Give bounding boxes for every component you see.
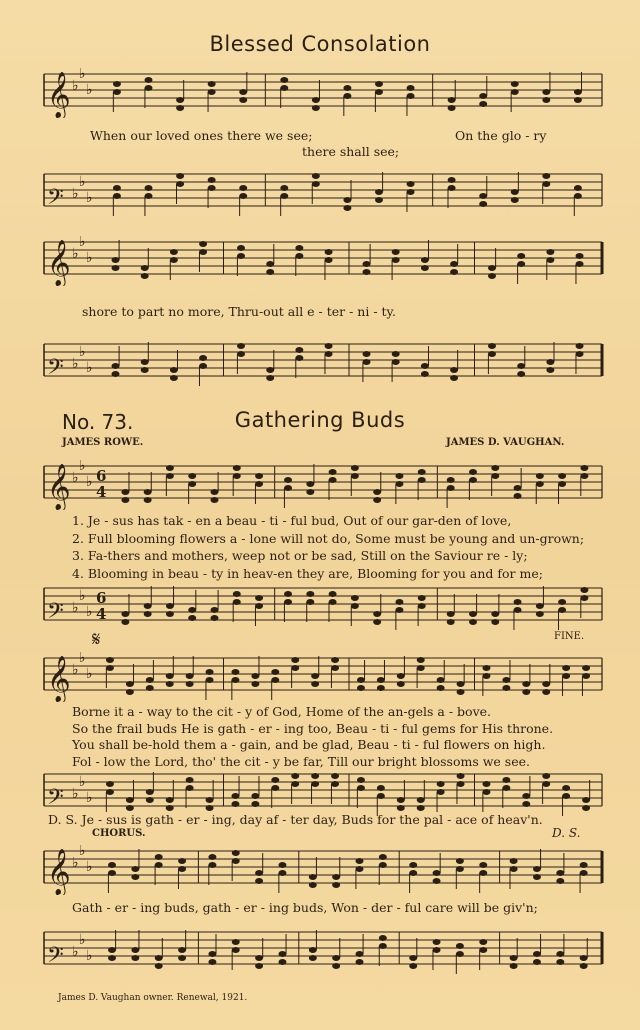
note: [251, 776, 259, 807]
flat-icon: ♭: [79, 460, 86, 474]
flat-icon: ♭: [86, 948, 93, 964]
note: [517, 346, 525, 377]
note: [562, 665, 570, 696]
note: [278, 862, 286, 893]
svg-text:4: 4: [96, 605, 107, 623]
note: [325, 343, 333, 374]
note: [580, 465, 588, 496]
note: [491, 594, 499, 625]
verse3-line-a: 3. Fa-thers and mothers, weep not or be sad, Still on the Saviour re - ly;: [72, 548, 528, 563]
note: [407, 85, 415, 116]
note: [447, 594, 455, 625]
hymn1-system1-bass: [42, 168, 604, 218]
flat-icon: ♭: [72, 78, 79, 94]
hymn2-number: No. 73.: [62, 410, 134, 434]
hymn2-chorus-treble: [42, 845, 604, 895]
note: [533, 934, 541, 965]
hymn1-lyric-2: shore to part no more, Thru-out all e - ter - ni - ty.: [82, 304, 396, 319]
note: [329, 469, 337, 500]
note: [255, 473, 263, 504]
treble-clef-icon: 𝄞: [47, 849, 71, 895]
note: [502, 777, 510, 808]
note: [576, 253, 584, 284]
note: [536, 473, 544, 504]
note: [131, 849, 139, 880]
note: [407, 181, 415, 212]
note: [284, 477, 292, 508]
note: [186, 656, 194, 687]
chorus-lyric: Gath - er - ing buds, gath - er - ing buds, Won - der - ful care will be giv'n;: [72, 900, 538, 915]
ds-label: D. S.: [552, 826, 581, 840]
note: [491, 465, 499, 496]
flat-icon: ♭: [72, 786, 79, 802]
flat-icon: ♭: [86, 360, 93, 376]
note: [144, 472, 152, 503]
ds-lyric-line: D. S. Je - sus is gath - er - ing, day af - ter day, Buds for the pal - ace of heav'n.: [48, 812, 543, 827]
hymn1-system1-treble: [42, 68, 604, 118]
note: [106, 781, 114, 812]
note: [312, 173, 320, 204]
note: [479, 76, 487, 107]
note: [418, 595, 426, 626]
note: [208, 934, 216, 965]
flat-icon: ♭: [86, 250, 93, 266]
svg-text:6: 6: [96, 589, 107, 607]
note: [580, 587, 588, 618]
note: [108, 930, 116, 961]
flat-icon: ♭: [86, 604, 93, 620]
note: [311, 656, 319, 687]
note: [255, 938, 263, 969]
flat-icon: ♭: [72, 600, 79, 616]
note: [176, 173, 184, 204]
note: [397, 780, 405, 811]
note: [437, 660, 445, 691]
hymn1-lyric-1a: When our loved ones there we see;: [90, 128, 313, 143]
note: [332, 857, 340, 888]
flat-icon: ♭: [79, 932, 86, 948]
note: [309, 857, 317, 888]
flat-icon: ♭: [86, 82, 93, 98]
segno-sign: 𝄋: [92, 627, 101, 651]
note: [562, 785, 570, 816]
hymn1-lyric-1c: On the glo - ry: [455, 128, 547, 143]
note: [131, 930, 139, 961]
note: [357, 660, 365, 691]
note: [295, 245, 303, 276]
flat-icon: ♭: [79, 174, 86, 190]
note: [343, 180, 351, 211]
flat-icon: ♭: [86, 859, 93, 875]
note: [574, 72, 582, 103]
note: [580, 938, 588, 969]
note: [409, 938, 417, 969]
note: [166, 656, 174, 687]
note: [469, 469, 477, 500]
note: [186, 777, 194, 808]
hymn1-lyric-1b: there shall see;: [302, 144, 400, 159]
copyright-notice: James D. Vaughan owner. Renewal, 1921.: [58, 993, 248, 1003]
note: [417, 780, 425, 811]
note: [392, 351, 400, 382]
note: [356, 934, 364, 965]
flat-icon: ♭: [79, 344, 86, 360]
note: [437, 781, 445, 812]
note: [121, 594, 129, 625]
note: [456, 943, 464, 974]
note: [251, 656, 259, 687]
note: [377, 660, 385, 691]
note: [208, 177, 216, 208]
note: [450, 350, 458, 381]
flat-icon: ♭: [79, 774, 86, 790]
note: [448, 177, 456, 208]
note: [178, 858, 186, 889]
note: [542, 773, 550, 804]
note: [113, 81, 121, 112]
note: [556, 853, 564, 884]
flat-icon: ♭: [72, 246, 79, 262]
hymn1-system2-treble: [42, 236, 604, 286]
note: [231, 669, 239, 700]
hymn2-verses-b: [72, 704, 553, 770]
hymn2-chorus-bass: [42, 926, 604, 976]
note: [232, 850, 240, 881]
note: [166, 780, 174, 811]
treble-clef-icon: 𝄞: [47, 240, 71, 286]
note: [517, 253, 525, 284]
note: [145, 77, 153, 108]
note: [479, 862, 487, 893]
note: [479, 176, 487, 207]
note: [271, 777, 279, 808]
verse1-line-b: Borne it a - way to the cit - y of God, Home of the an-gels a - bove.: [72, 704, 492, 719]
note: [145, 185, 153, 216]
note: [255, 853, 263, 884]
fine-marker: FINE.: [554, 631, 585, 642]
hymn2-lyricist: JAMES ROWE.: [62, 437, 144, 448]
verse2-line-a: 2. Full blooming flowers a - lone will not do, Some must be young and un-grown;: [72, 530, 585, 546]
note: [206, 669, 214, 700]
note: [144, 586, 152, 617]
note: [392, 249, 400, 280]
note: [280, 185, 288, 216]
note: [522, 776, 530, 807]
note: [576, 343, 584, 374]
note: [199, 241, 207, 272]
chorus-label: CHORUS.: [92, 828, 146, 839]
note: [166, 586, 174, 617]
note: [126, 664, 134, 695]
note: [271, 669, 279, 700]
note: [113, 185, 121, 216]
hymn2-system1-treble: [42, 460, 604, 510]
note: [447, 477, 455, 508]
treble-clef-icon: 𝄞: [47, 656, 71, 702]
flat-icon: ♭: [86, 666, 93, 682]
note: [456, 858, 464, 889]
note: [106, 657, 114, 688]
note: [356, 858, 364, 889]
note: [375, 81, 383, 112]
note: [556, 934, 564, 965]
note: [208, 81, 216, 112]
note: [511, 81, 519, 112]
note: [329, 591, 337, 622]
note: [295, 347, 303, 378]
note: [208, 854, 216, 885]
verse4-line-b: Fol - low the Lord, tho' the cit - y be far, Till our bright blossoms we see.: [72, 753, 530, 769]
note: [343, 85, 351, 116]
note: [199, 355, 207, 386]
note: [108, 862, 116, 893]
note: [488, 343, 496, 374]
note: [280, 77, 288, 108]
verse1-line-a: 1. Je - sus has tak - en a beau - ti - ful bud, Out of our gar-den of love,: [72, 513, 512, 528]
note: [306, 464, 314, 495]
note: [482, 665, 490, 696]
note: [121, 472, 129, 503]
note: [291, 657, 299, 688]
note: [126, 780, 134, 811]
note: [469, 594, 477, 625]
note: [542, 72, 550, 103]
note: [331, 657, 339, 688]
note: [291, 773, 299, 804]
note: [522, 664, 530, 695]
note: [141, 248, 149, 279]
flat-icon: ♭: [86, 790, 93, 806]
bass-clef-icon: 𝄢: [47, 599, 64, 629]
note: [379, 854, 387, 885]
note: [351, 465, 359, 496]
note: [363, 351, 371, 382]
treble-clef-icon: 𝄞: [47, 464, 71, 510]
note: [206, 780, 214, 811]
note: [479, 939, 487, 970]
note: [311, 773, 319, 804]
note: [450, 244, 458, 275]
note: [514, 468, 522, 499]
note: [312, 80, 320, 111]
note: [178, 930, 186, 961]
note: [232, 939, 240, 970]
note: [546, 342, 554, 373]
flat-icon: ♭: [86, 474, 93, 490]
note: [397, 656, 405, 687]
note: [418, 469, 426, 500]
bass-clef-icon: 𝄢: [47, 785, 64, 815]
note: [433, 853, 441, 884]
note: [417, 657, 425, 688]
note: [546, 249, 554, 280]
hymn2-system2-bass: [42, 768, 604, 818]
note: [395, 473, 403, 504]
note: [533, 849, 541, 880]
flat-icon: ♭: [72, 186, 79, 202]
note: [233, 591, 241, 622]
note: [502, 660, 510, 691]
hymn2-title: Gathering Buds: [234, 408, 406, 432]
note: [112, 346, 120, 377]
note: [373, 472, 381, 503]
note: [511, 172, 519, 203]
note: [170, 249, 178, 280]
note: [284, 591, 292, 622]
note: [266, 350, 274, 381]
note: [112, 240, 120, 271]
svg-text:6: 6: [96, 467, 107, 485]
hymn2-verses-a: [72, 512, 584, 582]
note: [421, 346, 429, 377]
note: [309, 930, 317, 961]
note: [255, 595, 263, 626]
note: [379, 935, 387, 966]
treble-clef-icon: 𝄞: [47, 72, 71, 118]
note: [395, 599, 403, 630]
bass-clef-icon: 𝄢: [47, 943, 64, 973]
note: [363, 244, 371, 275]
note: [332, 938, 340, 969]
flat-icon: ♭: [86, 190, 93, 206]
note: [457, 664, 465, 695]
note: [266, 244, 274, 275]
note: [574, 185, 582, 216]
note: [457, 773, 465, 804]
note: [146, 772, 154, 803]
note: [141, 342, 149, 373]
verse4-line-a: 4. Blooming in beau - ty in heav-en they are, Blooming for you and for me;: [72, 565, 543, 581]
flat-icon: ♭: [72, 944, 79, 960]
note: [357, 777, 365, 808]
note: [510, 858, 518, 889]
note: [176, 80, 184, 111]
note: [375, 172, 383, 203]
flat-icon: ♭: [79, 236, 86, 250]
svg-text:4: 4: [96, 483, 107, 501]
note: [448, 80, 456, 111]
note: [146, 660, 154, 691]
note: [231, 776, 239, 807]
bass-clef-icon: 𝄢: [47, 355, 64, 385]
note: [237, 245, 245, 276]
note: [580, 862, 588, 893]
note: [331, 773, 339, 804]
note: [409, 862, 417, 893]
note: [233, 465, 241, 496]
hymn2-composer: JAMES D. VAUGHAN.: [446, 437, 565, 448]
flat-icon: ♭: [79, 845, 86, 859]
note: [421, 240, 429, 271]
note: [488, 248, 496, 279]
hymn1-system2-bass: [42, 338, 604, 388]
note: [278, 934, 286, 965]
note: [510, 938, 518, 969]
hymn2-system2-treble: [42, 652, 604, 702]
note: [211, 472, 219, 503]
flat-icon: ♭: [72, 356, 79, 372]
note: [582, 665, 590, 696]
note: [558, 599, 566, 630]
note: [166, 465, 174, 496]
verse2-line-b: So the frail buds He is gath - er - ing too, Beau - ti - ful gems for His throne.: [72, 720, 554, 736]
note: [239, 185, 247, 216]
note: [211, 590, 219, 621]
note: [188, 590, 196, 621]
flat-icon: ♭: [79, 652, 86, 666]
note: [536, 586, 544, 617]
note: [351, 595, 359, 626]
note: [306, 591, 314, 622]
flat-icon: ♭: [79, 588, 86, 604]
note: [325, 249, 333, 280]
note: [170, 350, 178, 381]
note: [237, 343, 245, 374]
flat-icon: ♭: [72, 470, 79, 486]
note: [582, 780, 590, 811]
note: [558, 473, 566, 504]
flat-icon: ♭: [79, 68, 86, 82]
note: [188, 473, 196, 504]
note: [514, 599, 522, 630]
note: [155, 938, 163, 969]
note: [155, 854, 163, 885]
note: [542, 173, 550, 204]
verse3-line-b: You shall be-hold them a - gain, and be glad, Beau - ti - ful flowers on high.: [72, 737, 546, 752]
flat-icon: ♭: [72, 662, 79, 678]
note: [373, 594, 381, 625]
flat-icon: ♭: [72, 855, 79, 871]
note: [482, 781, 490, 812]
note: [542, 664, 550, 695]
hymn2-system1-bass: [42, 582, 604, 632]
bass-clef-icon: 𝄢: [47, 185, 64, 215]
note: [239, 72, 247, 103]
note: [433, 939, 441, 970]
hymn1-title: Blessed Consolation: [209, 32, 431, 56]
